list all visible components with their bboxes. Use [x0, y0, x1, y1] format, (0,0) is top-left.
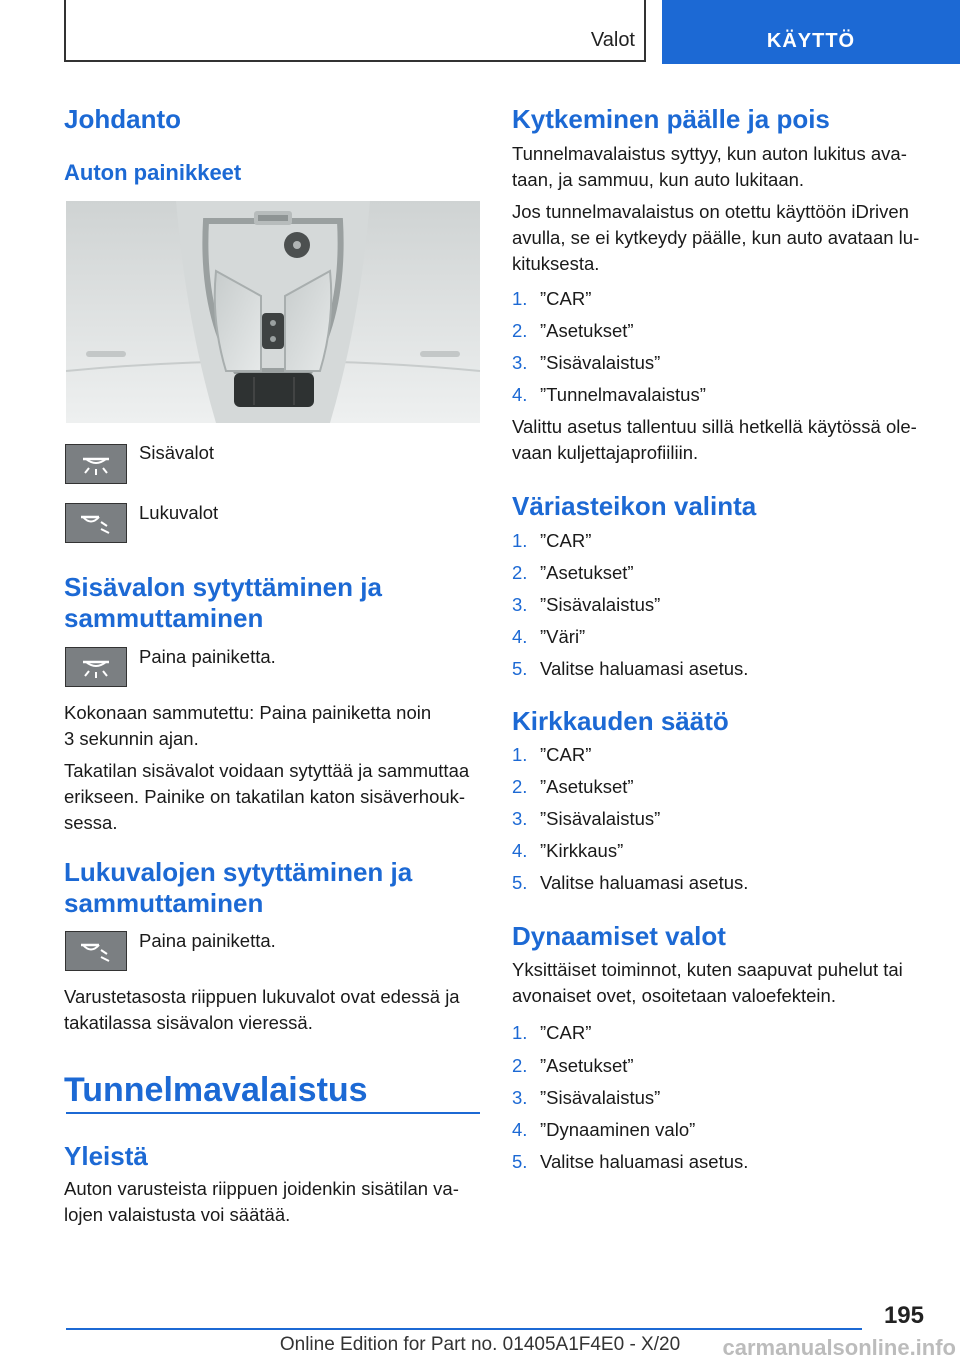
interior-light-button-icon [65, 647, 127, 687]
footer-rule [66, 1328, 862, 1330]
dynamic-step-4: 4. ”Dynaaminen valo” [512, 1119, 696, 1140]
interior-light-heading: Sisävalon sytyttäminen ja sammuttaminen [64, 572, 382, 633]
on-off-step-3: 3. ”Sisävalaistus” [512, 352, 661, 373]
on-off-step-2: 2. ”Asetukset” [512, 320, 634, 341]
color-step-5: 5. Valitse haluamasi asetus. [512, 658, 749, 679]
watermark: carmanualsonline.info [722, 1335, 956, 1360]
roof-console-photo [66, 201, 480, 423]
color-step-2: 2. ”Asetukset” [512, 562, 634, 583]
on-off-paragraph-1: Tunnelmavalaistus syttyy, kun auton lukitus ava- taan, ja sammuu, kun auto lukitaan. [512, 143, 907, 190]
on-off-paragraph-3: Valittu asetus tallentuu sillä hetkellä käytössä ole- vaan kuljettajaprofiiliin. [512, 416, 917, 463]
legend-interior-light-label: Sisävalot [139, 442, 215, 463]
dynamic-step-3: 3. ”Sisävalaistus” [512, 1087, 661, 1108]
dynamic-paragraph-1: Yksittäiset toiminnot, kuten saapuvat puhelut tai avonaiset ovet, osoitetaan valoefektein. [512, 959, 903, 1006]
brightness-step-4: 4. ”Kirkkaus” [512, 840, 624, 861]
on-off-step-4: 4. ”Tunnelmavalaistus” [512, 384, 706, 405]
on-off-step-1: 1. ”CAR” [512, 288, 592, 309]
brightness-step-2: 2. ”Asetukset” [512, 776, 634, 797]
reading-light-icon [65, 503, 127, 543]
interior-press-text: Paina painiketta. [139, 646, 276, 667]
ambient-lighting-heading: Tunnelmavalaistus [64, 1071, 368, 1109]
dynamic-heading: Dynaamiset valot [512, 921, 726, 951]
header-section-title: Valot [590, 29, 635, 51]
color-step-3: 3. ”Sisävalaistus” [512, 594, 661, 615]
brightness-step-3: 3. ”Sisävalaistus” [512, 808, 661, 829]
intro-heading: Johdanto [64, 104, 181, 134]
on-off-paragraph-2: Jos tunnelmavalaistus on otettu käyttöön iDriven avulla, se ei kytkeydy päälle, kun auto avataan lu- kituksesta. [512, 201, 920, 274]
brightness-step-5: 5. Valitse haluamasi asetus. [512, 872, 749, 893]
reading-light-heading: Lukuvalojen sytyttäminen ja sammuttaminen [64, 857, 413, 918]
general-heading: Yleistä [64, 1141, 148, 1171]
page-number: 195 [883, 1302, 924, 1329]
section-rule [66, 1112, 480, 1114]
color-heading: Väriasteikon valinta [512, 491, 757, 521]
general-paragraph: Auton varusteista riippuen joidenkin sisätilan va- lojen valaistusta voi säätää. [64, 1178, 459, 1225]
interior-light-icon [65, 444, 127, 484]
edition-footer: Online Edition for Part no. 01405A1F4E0 - X/20 [279, 1334, 681, 1355]
color-step-1: 1. ”CAR” [512, 530, 592, 551]
interior-paragraph-1: Kokonaan sammutettu: Paina painiketta noin 3 sekunnin ajan. [64, 702, 432, 749]
dynamic-step-5: 5. Valitse haluamasi asetus. [512, 1151, 749, 1172]
reading-press-text: Paina painiketta. [139, 930, 276, 951]
reading-paragraph-1: Varustetasosta riippuen lukuvalot ovat edessä ja takatilassa sisävalon vieressä. [64, 986, 460, 1033]
reading-light-button-icon [65, 931, 127, 971]
on-off-heading: Kytkeminen päälle ja pois [512, 104, 830, 134]
interior-paragraph-2: Takatilan sisävalot voidaan sytyttää ja sammuttaa erikseen. Painike on takatilan katon sisäverhouk- sessa. [64, 760, 470, 833]
brightness-step-1: 1. ”CAR” [512, 744, 592, 765]
legend-reading-light-label: Lukuvalot [139, 502, 219, 523]
header-chapter-tab[interactable]: KÄYTTÖ [662, 0, 960, 64]
dynamic-step-1: 1. ”CAR” [512, 1022, 592, 1043]
brightness-heading: Kirkkauden säätö [512, 706, 729, 736]
buttons-heading: Auton painikkeet [64, 160, 242, 185]
dynamic-step-2: 2. ”Asetukset” [512, 1055, 634, 1076]
color-step-4: 4. ”Väri” [512, 626, 586, 647]
